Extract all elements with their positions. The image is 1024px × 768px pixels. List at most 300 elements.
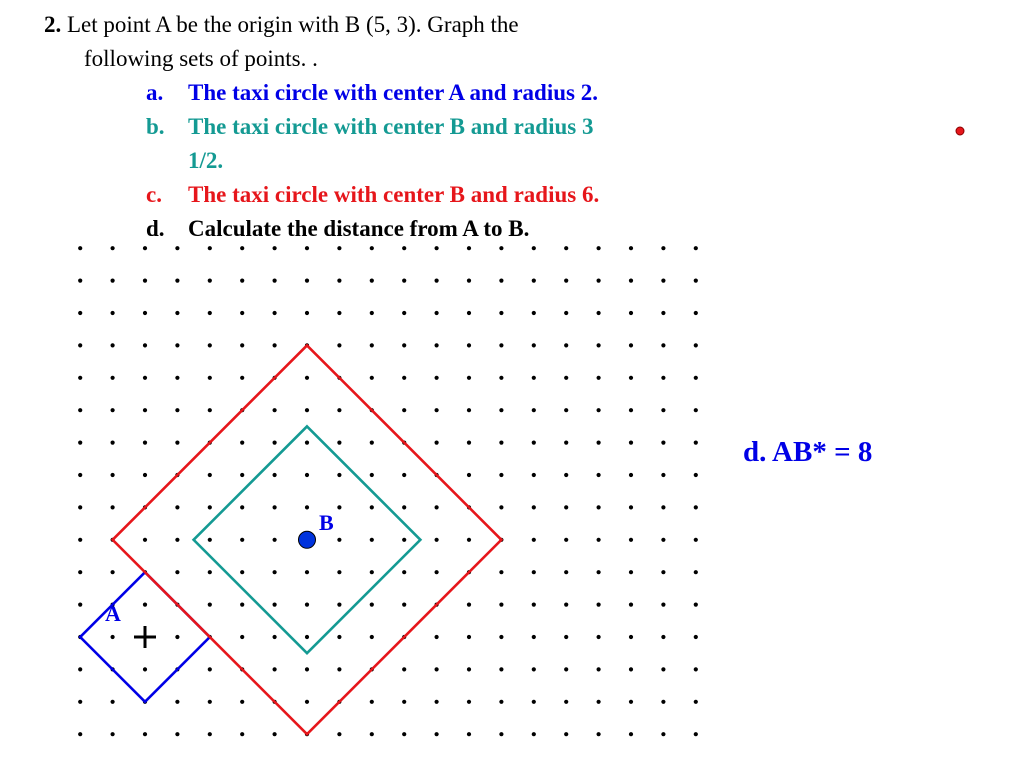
grid-dot	[273, 279, 277, 283]
grid-dot	[661, 603, 665, 607]
grid-dot	[370, 343, 374, 347]
grid-dot	[175, 246, 179, 250]
grid-dot	[564, 732, 568, 736]
grid-dot	[208, 570, 212, 574]
grid-dot	[273, 408, 277, 412]
grid-dot	[597, 246, 601, 250]
grid-dot	[402, 343, 406, 347]
answer-text: d. AB* = 8	[743, 436, 873, 468]
grid-dot	[240, 603, 244, 607]
grid-dot	[240, 441, 244, 445]
grid-dot	[402, 700, 406, 704]
grid-dot	[435, 732, 439, 736]
grid-dot	[435, 343, 439, 347]
grid-dot	[402, 505, 406, 509]
grid-dot	[208, 667, 212, 671]
item-a-text: The taxi circle with center A and radius 2.	[188, 80, 598, 105]
grid-dot	[305, 635, 309, 639]
grid-dot	[597, 376, 601, 380]
grid-dot	[370, 441, 374, 445]
grid-dot	[532, 538, 536, 542]
grid-dot	[402, 667, 406, 671]
grid-dot	[175, 408, 179, 412]
grid-dot	[370, 246, 374, 250]
grid-dot	[564, 343, 568, 347]
grid-dot	[111, 570, 115, 574]
grid-dot	[337, 408, 341, 412]
grid-dot	[694, 246, 698, 250]
grid-dot	[143, 441, 147, 445]
grid-dot	[499, 603, 503, 607]
grid-dot	[597, 343, 601, 347]
grid-dot	[78, 700, 82, 704]
grid-dot	[240, 473, 244, 477]
grid-dot	[564, 667, 568, 671]
grid-dot	[467, 700, 471, 704]
grid-dot	[597, 473, 601, 477]
grid-dot	[240, 343, 244, 347]
grid-dot	[661, 279, 665, 283]
grid-dot	[337, 311, 341, 315]
grid-dot	[305, 441, 309, 445]
grid-dot	[435, 700, 439, 704]
grid-dot	[402, 473, 406, 477]
grid-dot	[305, 570, 309, 574]
grid-dot	[208, 311, 212, 315]
grid-dot	[273, 667, 277, 671]
grid-dot	[273, 246, 277, 250]
grid-dot	[305, 473, 309, 477]
grid-dot	[532, 246, 536, 250]
grid-dot	[305, 279, 309, 283]
grid-dot	[564, 603, 568, 607]
grid-dot	[467, 279, 471, 283]
grid-dot	[694, 441, 698, 445]
grid-dot	[564, 473, 568, 477]
grid-dot	[78, 505, 82, 509]
grid-dot	[273, 732, 277, 736]
grid-dot	[467, 473, 471, 477]
grid-dot	[402, 732, 406, 736]
grid-dot	[370, 538, 374, 542]
grid-dot	[532, 473, 536, 477]
grid-dot	[273, 635, 277, 639]
grid-dot	[597, 538, 601, 542]
grid-dot	[467, 732, 471, 736]
grid-dot	[435, 667, 439, 671]
grid-dot	[337, 635, 341, 639]
grid-dot	[435, 279, 439, 283]
grid-dot	[305, 603, 309, 607]
grid-dot	[111, 732, 115, 736]
grid-dot	[661, 538, 665, 542]
grid-dot	[175, 570, 179, 574]
grid-dot	[629, 408, 633, 412]
grid-dot	[208, 732, 212, 736]
grid-dot	[467, 246, 471, 250]
grid-dot	[337, 732, 341, 736]
grid-dot	[240, 732, 244, 736]
grid-dot	[273, 603, 277, 607]
grid-dot	[499, 376, 503, 380]
grid-dot	[597, 732, 601, 736]
grid-dot	[143, 667, 147, 671]
grid-dot	[175, 279, 179, 283]
grid-dot	[435, 408, 439, 412]
grid-dot	[629, 505, 633, 509]
grid-dot	[499, 635, 503, 639]
grid-dot	[143, 538, 147, 542]
grid-dot	[111, 473, 115, 477]
grid-dot	[661, 311, 665, 315]
item-d-label: d.	[146, 216, 165, 241]
grid-dot	[564, 570, 568, 574]
grid-dot	[402, 311, 406, 315]
grid-dot	[402, 376, 406, 380]
grid-dot	[661, 667, 665, 671]
grid-dot	[532, 408, 536, 412]
item-b-label: b.	[146, 114, 165, 139]
grid-dot	[208, 700, 212, 704]
grid-dot	[111, 343, 115, 347]
grid-dot	[273, 343, 277, 347]
grid-dot	[240, 538, 244, 542]
grid-dot	[370, 700, 374, 704]
problem-intro-line1: 2. Let point A be the origin with B (5, 3). Graph the	[44, 12, 519, 37]
grid-dot	[661, 441, 665, 445]
grid-dot	[143, 343, 147, 347]
grid-dot	[78, 667, 82, 671]
grid-dot	[629, 603, 633, 607]
grid-dot	[208, 408, 212, 412]
grid-dot	[305, 246, 309, 250]
grid-dot	[564, 246, 568, 250]
grid-dot	[661, 505, 665, 509]
grid-dot	[78, 376, 82, 380]
grid-dot	[337, 570, 341, 574]
grid-dot	[629, 635, 633, 639]
grid-dot	[175, 505, 179, 509]
grid-dot	[273, 570, 277, 574]
grid-dot	[564, 376, 568, 380]
grid-dot	[532, 700, 536, 704]
grid-dot	[305, 700, 309, 704]
grid-dot	[532, 343, 536, 347]
grid-dot	[175, 311, 179, 315]
grid-dot	[402, 246, 406, 250]
grid-dot	[370, 279, 374, 283]
grid-dot	[694, 570, 698, 574]
grid-dot	[208, 376, 212, 380]
grid-dot	[240, 700, 244, 704]
grid-dot	[564, 311, 568, 315]
grid-dot	[337, 505, 341, 509]
grid-dot	[499, 343, 503, 347]
grid-dot	[435, 376, 439, 380]
grid-dot	[467, 603, 471, 607]
grid-dot	[111, 279, 115, 283]
grid-dot	[467, 635, 471, 639]
grid-dot	[597, 505, 601, 509]
grid-dot	[661, 732, 665, 736]
grid-dot	[175, 538, 179, 542]
grid-dot	[532, 570, 536, 574]
point-b-label: B	[319, 509, 334, 535]
grid-dot	[143, 376, 147, 380]
grid-dot	[208, 505, 212, 509]
grid-dot	[467, 311, 471, 315]
grid-dot	[499, 473, 503, 477]
grid-dot	[305, 408, 309, 412]
grid-dot	[143, 246, 147, 250]
grid-dot	[694, 505, 698, 509]
grid-dot	[694, 667, 698, 671]
grid-dot	[78, 408, 82, 412]
problem-number: 2.	[44, 12, 62, 37]
grid-dot	[629, 376, 633, 380]
grid-dot	[564, 635, 568, 639]
grid-dot	[499, 279, 503, 283]
grid-dot	[661, 635, 665, 639]
grid-dot	[370, 603, 374, 607]
grid-dot	[629, 538, 633, 542]
grid-dot	[597, 570, 601, 574]
grid-dot	[564, 408, 568, 412]
grid-dot	[78, 311, 82, 315]
grid-dot	[143, 732, 147, 736]
grid-dot	[435, 246, 439, 250]
grid-dot	[273, 473, 277, 477]
grid-dot	[597, 279, 601, 283]
grid-dot	[111, 505, 115, 509]
grid-dot	[78, 441, 82, 445]
grid-dot	[111, 635, 115, 639]
grid-dot	[78, 343, 82, 347]
grid-dot	[597, 700, 601, 704]
red-marker-dot	[956, 127, 964, 135]
grid-dot	[402, 408, 406, 412]
grid-dot	[240, 376, 244, 380]
grid-dot	[532, 441, 536, 445]
grid-dot	[402, 538, 406, 542]
item-d-text: Calculate the distance from A to B.	[188, 216, 530, 241]
grid-dot	[175, 376, 179, 380]
grid-dot	[532, 603, 536, 607]
grid-dot	[661, 408, 665, 412]
problem-intro-line2: following sets of points. .	[84, 46, 318, 71]
grid-dot	[694, 603, 698, 607]
grid-dot	[402, 279, 406, 283]
grid-dot	[370, 732, 374, 736]
item-c-label: c.	[146, 182, 162, 207]
grid-dot	[337, 441, 341, 445]
grid-dot	[532, 376, 536, 380]
grid-dot	[694, 700, 698, 704]
grid-dot	[208, 538, 212, 542]
grid-dot	[143, 473, 147, 477]
grid-dot	[499, 441, 503, 445]
grid-dot	[111, 700, 115, 704]
grid-dot	[597, 635, 601, 639]
grid-dot	[240, 279, 244, 283]
grid-dot	[370, 635, 374, 639]
grid-dot	[564, 538, 568, 542]
grid-dot	[111, 246, 115, 250]
grid-dot	[240, 635, 244, 639]
grid-dot	[564, 505, 568, 509]
grid-dot	[240, 311, 244, 315]
grid-dot	[111, 376, 115, 380]
grid-dot	[273, 505, 277, 509]
grid-dot	[467, 408, 471, 412]
grid-dot	[629, 246, 633, 250]
grid-dot	[532, 667, 536, 671]
grid-dot	[435, 441, 439, 445]
grid-dot	[370, 311, 374, 315]
grid-dot	[532, 505, 536, 509]
grid-dot	[661, 570, 665, 574]
grid-dot	[273, 538, 277, 542]
grid-dot	[499, 667, 503, 671]
grid-dot	[78, 246, 82, 250]
grid-dot	[467, 376, 471, 380]
point-a-label: A	[105, 601, 121, 626]
grid-dot	[694, 635, 698, 639]
grid-dot	[532, 635, 536, 639]
grid-dot	[435, 635, 439, 639]
grid-dot	[597, 311, 601, 315]
grid-dot	[694, 279, 698, 283]
grid-dot	[661, 473, 665, 477]
grid-dot	[629, 700, 633, 704]
grid-dot	[337, 279, 341, 283]
grid-dot	[694, 343, 698, 347]
grid-dot	[661, 343, 665, 347]
grid-dot	[467, 667, 471, 671]
grid-dot	[597, 667, 601, 671]
grid-dot	[629, 311, 633, 315]
grid-dot	[629, 441, 633, 445]
grid-dot	[143, 311, 147, 315]
grid-dot	[499, 570, 503, 574]
grid-dot	[597, 441, 601, 445]
grid-dot	[78, 603, 82, 607]
grid-dot	[337, 603, 341, 607]
grid-dot	[694, 408, 698, 412]
grid-dot	[175, 732, 179, 736]
grid-dot	[499, 311, 503, 315]
grid-dot	[78, 473, 82, 477]
grid-dot	[694, 473, 698, 477]
grid-dot	[435, 570, 439, 574]
grid-dot	[240, 246, 244, 250]
grid-dot	[208, 279, 212, 283]
grid-dot	[467, 441, 471, 445]
grid-dot	[564, 441, 568, 445]
grid-dot	[661, 246, 665, 250]
grid-dot	[694, 538, 698, 542]
grid-dot	[467, 538, 471, 542]
grid-dot	[337, 343, 341, 347]
grid-dot	[305, 667, 309, 671]
grid-dot	[143, 603, 147, 607]
grid-dot	[111, 441, 115, 445]
grid-dot	[532, 311, 536, 315]
grid-dot	[273, 311, 277, 315]
grid-dot	[305, 505, 309, 509]
grid-dot	[499, 246, 503, 250]
grid-dot	[402, 570, 406, 574]
grid-dot	[499, 732, 503, 736]
grid-dot	[175, 635, 179, 639]
grid-dot	[629, 473, 633, 477]
grid-dot	[143, 279, 147, 283]
grid-dot	[694, 732, 698, 736]
grid-dot	[273, 441, 277, 445]
grid-dot	[143, 408, 147, 412]
grid-dot	[435, 505, 439, 509]
item-c-text: The taxi circle with center B and radius 6.	[188, 182, 600, 207]
grid-dot	[337, 538, 341, 542]
grid-dot	[208, 473, 212, 477]
grid-dot	[694, 311, 698, 315]
grid-dot	[240, 570, 244, 574]
grid-dot	[370, 473, 374, 477]
grid-dot	[694, 376, 698, 380]
grid-dot	[78, 538, 82, 542]
grid-dot	[532, 732, 536, 736]
grid-dot	[435, 538, 439, 542]
grid-dot	[629, 732, 633, 736]
grid-dot	[629, 570, 633, 574]
grid-dot	[629, 279, 633, 283]
grid-dot	[208, 246, 212, 250]
grid-dot	[597, 408, 601, 412]
grid-dot	[370, 376, 374, 380]
item-b-text: The taxi circle with center B and radius 3 1/2.	[188, 114, 594, 173]
grid-dot	[78, 732, 82, 736]
grid-dot	[629, 667, 633, 671]
grid-dot	[597, 603, 601, 607]
grid-dot	[111, 408, 115, 412]
grid-dot	[564, 700, 568, 704]
item-a-label: a.	[146, 80, 164, 105]
grid-dot	[111, 311, 115, 315]
grid-dot	[435, 311, 439, 315]
grid-dot	[240, 505, 244, 509]
grid-dot	[661, 376, 665, 380]
grid-dot	[402, 603, 406, 607]
grid-dot	[337, 246, 341, 250]
grid-dot	[208, 603, 212, 607]
point-b-dot	[299, 531, 316, 548]
grid-dot	[175, 700, 179, 704]
grid-dot	[305, 376, 309, 380]
grid-dot	[175, 441, 179, 445]
grid-dot	[499, 408, 503, 412]
grid-dot	[175, 343, 179, 347]
grid-dot	[532, 279, 536, 283]
grid-dot	[629, 343, 633, 347]
grid-dot	[78, 570, 82, 574]
grid-dot	[467, 343, 471, 347]
grid-dot	[78, 279, 82, 283]
grid-dot	[499, 700, 503, 704]
grid-dot	[499, 505, 503, 509]
grid-dot	[564, 279, 568, 283]
grid-dot	[661, 700, 665, 704]
grid-dot	[208, 343, 212, 347]
